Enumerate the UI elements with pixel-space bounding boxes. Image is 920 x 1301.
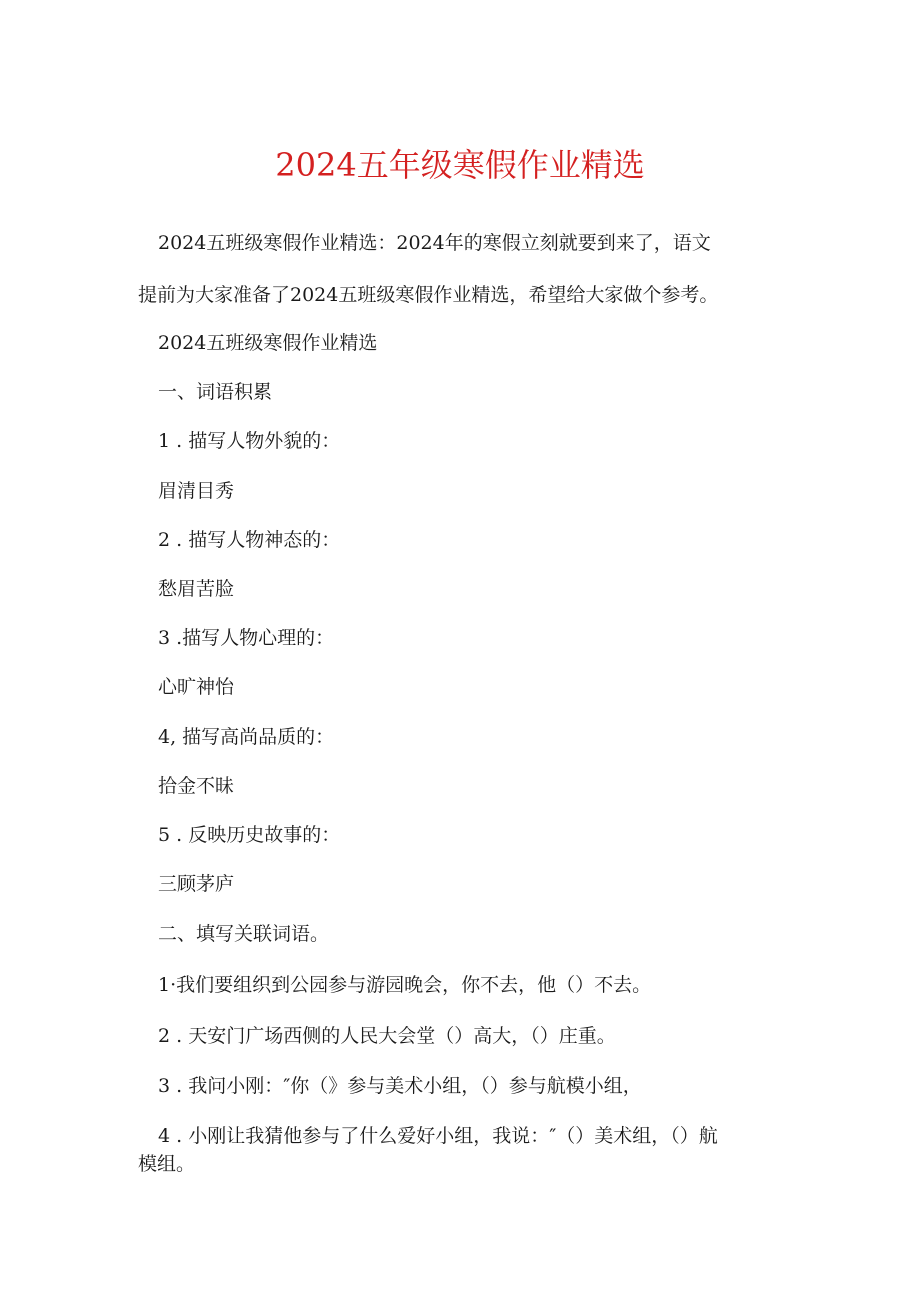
- item-5-answer: 三顾茅庐: [158, 873, 235, 895]
- section-1-heading: 一、词语积累: [158, 381, 273, 403]
- item-1-label: 1 . 描写人物外貌的：: [158, 430, 341, 452]
- fill-item-2: 2 . 天安门广场西侧的人民大会堂（）高大，（）庄重。: [158, 1025, 616, 1047]
- fill-item-4: 4 . 小刚让我猜他参与了什么爱好小组，我说：″（）美术组，（）航: [158, 1125, 718, 1147]
- item-1-answer: 眉清目秀: [158, 480, 235, 502]
- intro-line-2: 提前为大家准备了2024五班级寒假作业精选，希望给大家做个参考。: [138, 284, 719, 306]
- document-title: 2024五年级寒假作业精选: [275, 146, 645, 184]
- item-3-label: 3 .描写人物心理的：: [158, 627, 335, 649]
- item-3-answer: 心旷神怡: [158, 676, 235, 698]
- item-4-answer: 拾金不昧: [158, 775, 235, 797]
- item-2-label: 2 . 描写人物神态的：: [158, 529, 341, 551]
- item-5-label: 5 . 反映历史故事的：: [158, 824, 341, 846]
- intro-line-1: 2024五班级寒假作业精选：2024年的寒假立刻就要到来了，语文: [158, 232, 711, 254]
- subtitle: 2024五班级寒假作业精选: [158, 332, 378, 354]
- section-2-heading: 二、填写关联词语。: [158, 923, 330, 945]
- item-4-label: 4, 描写高尚品质的：: [158, 726, 335, 748]
- fill-item-4-continuation: 模组。: [138, 1153, 196, 1175]
- fill-item-1: 1·我们要组织到公园参与游园晚会，你不去，他（）不去。: [158, 974, 652, 996]
- fill-item-3: 3 . 我问小刚：″你（》参与美术小组，（）参与航模小组，: [158, 1075, 642, 1097]
- item-2-answer: 愁眉苦脸: [158, 578, 235, 600]
